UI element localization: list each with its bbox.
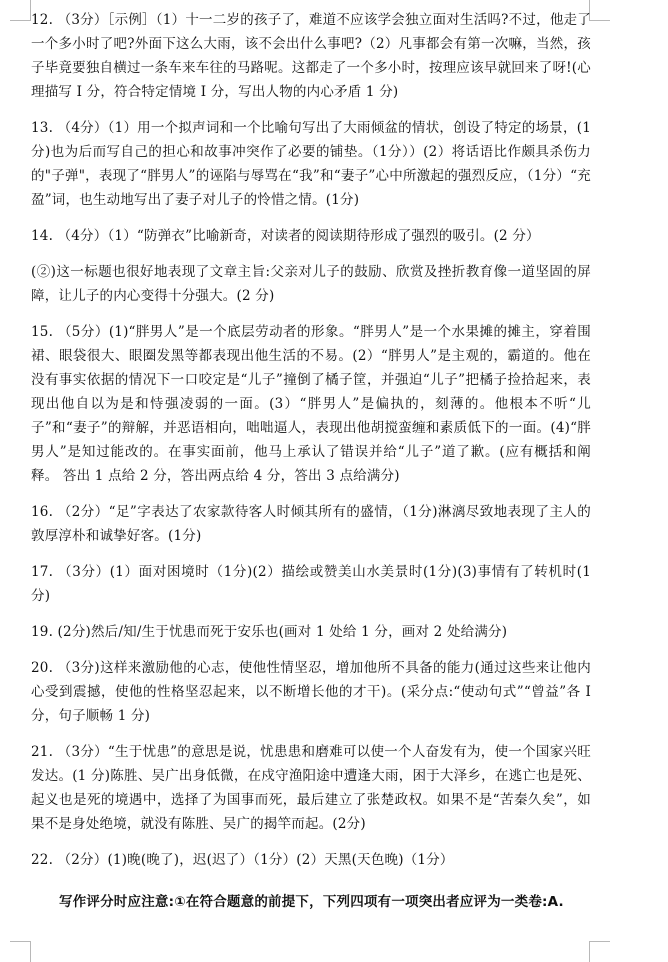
answer-17: 17. （3分）(1）面对困境时（1分)(2）描绘或赞美山水美景时(1分)(3)事情有了转机时(1分) [31, 564, 591, 604]
answer-14-part-2: (②)这一标题也很好地表现了文章主旨:父亲对儿子的鼓励、欣赏及挫折教育像一道坚固的屏障，让儿子的内心变得十分强大。(2 分) [31, 264, 591, 304]
answer-21: 21. （3分）“生于忧患”的意思是说，忧患患和磨难可以使一个人奋发有为，使一个国家兴旺发达。(1 分)陈胜、吴广出身低微，在戍守渔阳途中遭逢大雨，困于大泽乡，在逃亡也是死、起义也是死的境遇中，选择了为国事而死，最后建立了张楚政权。如果不是“苦秦久矣”，如果不是身处绝境，就没有陈胜、吴广的揭竿而起。(2分) [31, 744, 591, 832]
answer-19: 19. (2分)然后/知/生于忧患而死于安乐也(画对 1 处给 1 分，画对 2 处给满分) [31, 624, 508, 640]
crop-mark-top-right [589, 0, 610, 21]
answer-12: 12. （3分）［示例］（1）十一二岁的孩子了，难道不应该学会独立面对生活吗?不过，他走了一个多小时了吧?外面下这么大雨，该不会出什么事吧?（2）凡事都会有第一次嘛，当然，孩子毕竟要独自横过一条车来车往的马路呢。这都走了一个多小时，按理应该早就回来了呀!(心理描写 I 分，符合特定情境 I 分，写出人物的内心矛盾 1 分) [31, 12, 591, 100]
crop-mark-bottom-left [10, 941, 31, 962]
answer-document [31, 8, 591, 914]
crop-mark-top-left [10, 0, 31, 21]
answer-14: 14. （4分）（1）“防弹衣”比喻新奇，对读者的阅读期待形成了强烈的吸引。(2 分） [31, 228, 540, 244]
answer-15: 15. （5分）(1)“胖男人”是一个底层劳动者的形象。“胖男人”是一个水果摊的摊主，穿着围裙、眼袋很大、眼圈发黑等都表现出他生活的不易。(2）“胖男人”是主观的，霸道的。他在没有事实依据的情况下一口咬定是“儿子”撞倒了橘子筐，并强迫“儿子”把橘子捡拾起来，表现出他自以为是和恃强凌弱的一面。(3）“胖男人”是偏执的，刻薄的。他根本不听“儿子”和“妻子”的辩解，并恶语相向，咄咄逼人，表现出他胡搅蛮缠和素质低下的一面。(4)“胖男人”是知过能改的。在事实面前，他马上承认了错误并给“儿子”道了歉。(应有概括和阐释。 答出 1 点给 2 分，答出两点给 4 分，答出 3 点给满分) [31, 324, 591, 484]
answer-20: 20. （3分)这样来激励他的心志，使他性情坚忍，增加他所不具备的能力(通过这些来让他内心受到震撼，使他的性格坚忍起来，以不断增长他的才干)。(采分点:“使动句式”“曾益”各 I 分，句子顺畅 1 分) [31, 660, 591, 724]
answer-22: 22. （2分）(1)晚(晚了)，迟(迟了）（1分）(2）天黑(天色晚)（1分） [31, 852, 454, 868]
answer-16: 16. （2分）“足”字表达了农家款待客人时倾其所有的盛情，（1分)淋漓尽致地表现了主人的敦厚淳朴和诚挚好客。(1分) [31, 504, 591, 544]
crop-mark-bottom-right [589, 941, 610, 962]
writing-scoring-note: 写作评分时应注意:①在符合题意的前提下，下列四项有一项突出者应评为一类卷:A. [59, 894, 564, 910]
answer-13: 13. （4分）（1）用一个拟声词和一个比喻句写出了大雨倾盆的情状，创设了特定的场景，(1分)也为后而写自己的担心和故事冲突作了必要的铺垫。（1分））(2）将话语比作颇具杀伤力的"子弹"，表现了“胖男人”的诬陷与辱骂在“我”和“妻子”心中所激起的强烈反应，（1分）“充盈”词，也生动地写出了妻子对儿子的怜惜之情。(1分) [31, 120, 591, 208]
